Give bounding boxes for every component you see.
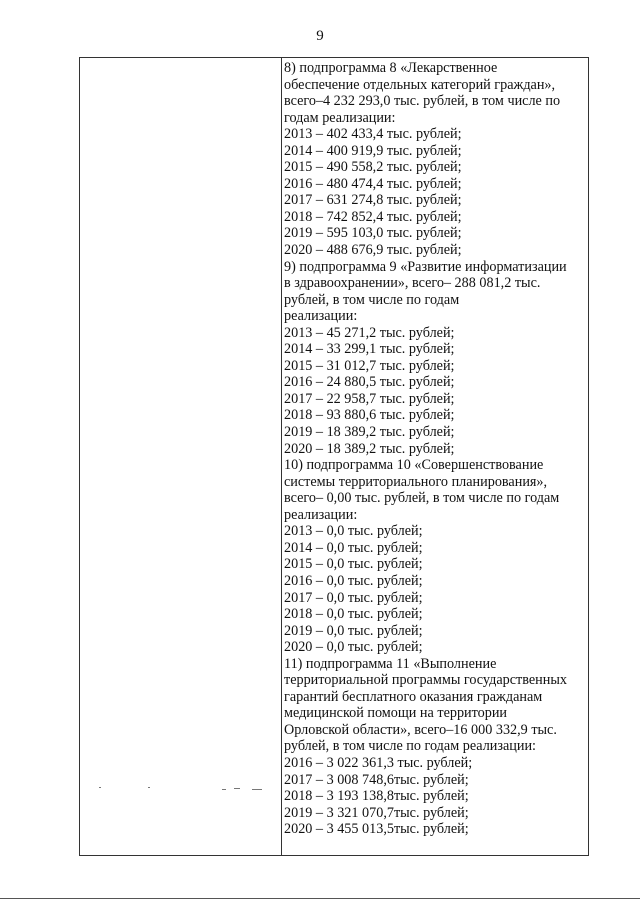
text-line: рублей, в том числе по годам bbox=[284, 291, 460, 308]
text-line: гарантий бесплатного оказания гражданам bbox=[284, 688, 543, 705]
text-line: 2015 – 31 012,7 тыс. рублей; bbox=[284, 357, 455, 374]
text-line: медицинской помощи на территории bbox=[284, 705, 508, 722]
text-line: 9) подпрограмма 9 «Развитие информатизации bbox=[284, 258, 567, 275]
text-line: 2017 – 0,0 тыс. рублей; bbox=[284, 589, 423, 606]
text-line: системы территориального планирования», bbox=[284, 473, 548, 490]
text-line: 2017 – 631 274,8 тыс. рублей; bbox=[284, 192, 462, 209]
text-line: 2014 – 33 299,1 тыс. рублей; bbox=[284, 341, 455, 358]
text-line: 2016 – 0,0 тыс. рублей; bbox=[284, 572, 423, 589]
text-line: 2013 – 402 433,4 тыс. рублей; bbox=[284, 126, 462, 143]
text-line: 2019 – 18 389,2 тыс. рублей; bbox=[284, 424, 455, 441]
text-line: 2013 – 0,0 тыс. рублей; bbox=[284, 523, 423, 540]
text-line: годам реализации: bbox=[284, 109, 396, 126]
text-line: 2016 – 24 880,5 тыс. рублей; bbox=[284, 374, 455, 391]
text-line: реализации: bbox=[284, 506, 358, 523]
text-line: 2017 – 22 958,7 тыс. рублей; bbox=[284, 390, 455, 407]
text-line: 2013 – 45 271,2 тыс. рублей; bbox=[284, 324, 455, 341]
text-line: Орловской области», всего–16 000 332,9 тыс. bbox=[284, 721, 557, 738]
text-line: 2018 – 0,0 тыс. рублей; bbox=[284, 606, 423, 623]
text-line: 2015 – 0,0 тыс. рублей; bbox=[284, 556, 423, 573]
text-line: 2017 – 3 008 748,6тыс. рублей; bbox=[284, 771, 469, 788]
text-line: 2016 – 480 474,4 тыс. рублей; bbox=[284, 175, 462, 192]
text-line: 2020 – 488 676,9 тыс. рублей; bbox=[284, 242, 462, 259]
text-line: 2019 – 3 321 070,7тыс. рублей; bbox=[284, 804, 469, 821]
text-line: обеспечение отдельных категорий граждан», bbox=[284, 76, 556, 93]
text-line: 2014 – 0,0 тыс. рублей; bbox=[284, 539, 423, 556]
text-line: реализации: bbox=[284, 308, 358, 325]
text-line: 2018 – 3 193 138,8тыс. рублей; bbox=[284, 788, 469, 805]
text-line: 2019 – 0,0 тыс. рублей; bbox=[284, 622, 423, 639]
text-line: 2018 – 93 880,6 тыс. рублей; bbox=[284, 407, 455, 424]
budget-table bbox=[79, 57, 589, 856]
text-line: 2018 – 742 852,4 тыс. рублей; bbox=[284, 208, 462, 225]
text-line: 8) подпрограмма 8 «Лекарственное bbox=[284, 60, 498, 76]
text-line: всего– 0,00 тыс. рублей, в том числе по годам bbox=[284, 490, 560, 507]
column-divider bbox=[281, 58, 282, 855]
text-line: 2019 – 595 103,0 тыс. рублей; bbox=[284, 225, 462, 242]
text-line: территориальной программы государственных bbox=[284, 672, 567, 689]
text-line: 11) подпрограмма 11 «Выполнение bbox=[284, 655, 497, 672]
scan-artifacts bbox=[0, 787, 280, 797]
text-line: рублей, в том числе по годам реализации: bbox=[284, 738, 536, 755]
text-line: 2014 – 400 919,9 тыс. рублей; bbox=[284, 142, 462, 159]
text-line: 2020 – 3 455 013,5тыс. рублей; bbox=[284, 821, 469, 838]
text-line: 10) подпрограмма 10 «Совершенствование bbox=[284, 457, 544, 474]
page-number: 9 bbox=[316, 28, 324, 44]
text-line: 2020 – 0,0 тыс. рублей; bbox=[284, 639, 423, 656]
text-line: всего–4 232 293,0 тыс. рублей, в том числе по bbox=[284, 93, 561, 110]
bottom-rule bbox=[0, 898, 640, 899]
text-line: 2015 – 490 558,2 тыс. рублей; bbox=[284, 159, 462, 176]
funding-description-cell bbox=[284, 60, 582, 838]
text-line: в здравоохранении», всего– 288 081,2 тыс. bbox=[284, 275, 541, 292]
text-line: 2016 – 3 022 361,3 тыс. рублей; bbox=[284, 754, 473, 771]
text-line: 2020 – 18 389,2 тыс. рублей; bbox=[284, 440, 455, 457]
